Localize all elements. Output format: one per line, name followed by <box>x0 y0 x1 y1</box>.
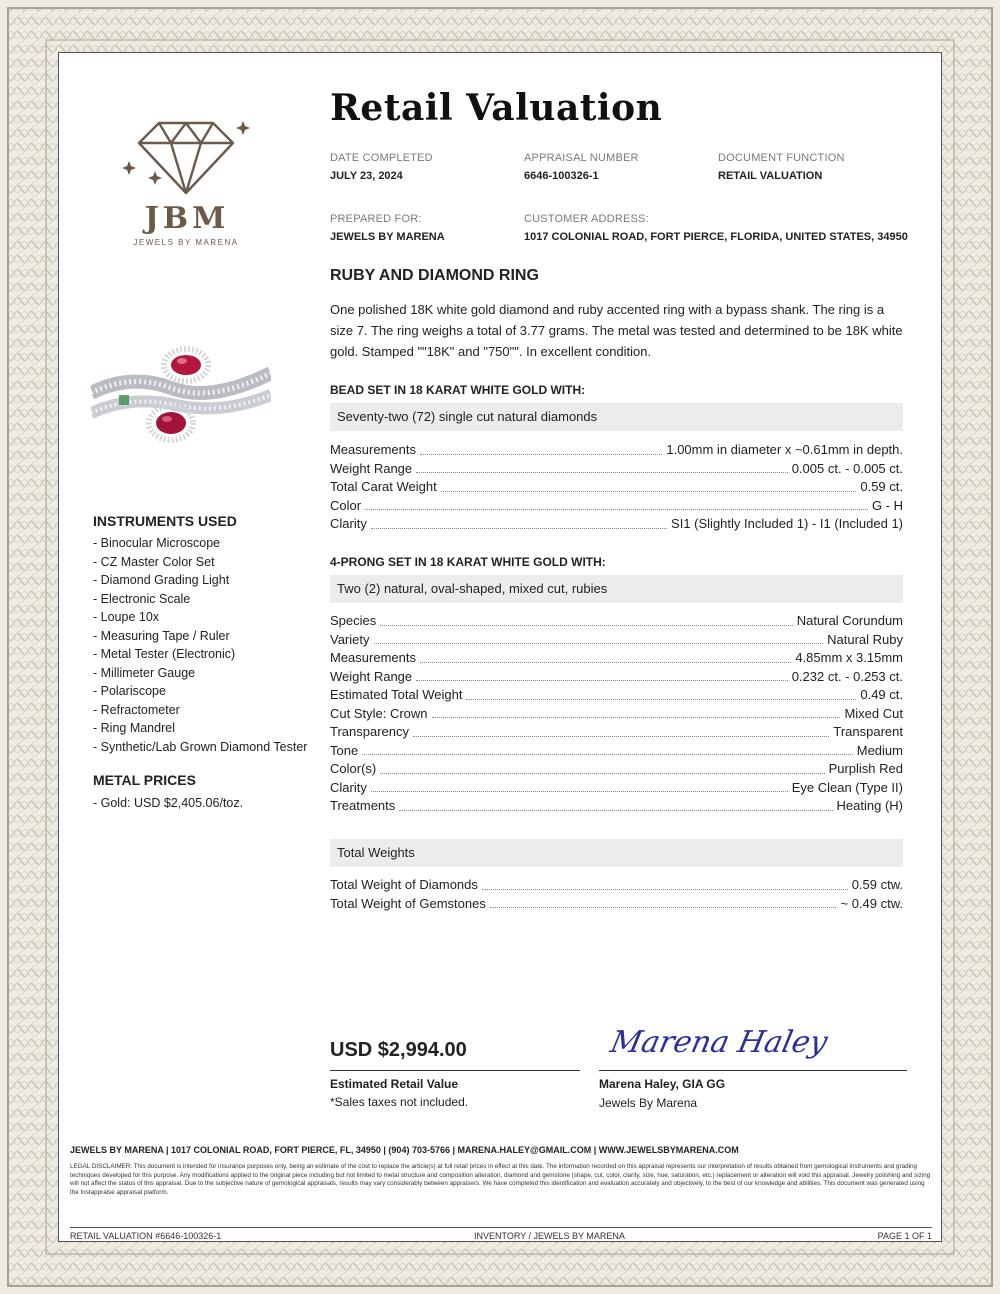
footer-bar <box>70 1227 932 1241</box>
table-row: Clarity SI1 (Slightly Included 1) - I1 (Included 1) <box>330 516 903 531</box>
list-item: - Measuring Tape / Ruler <box>93 628 230 643</box>
instruments-heading: INSTRUMENTS USED <box>93 513 237 529</box>
totals-table <box>330 876 903 913</box>
appraisal-number-value: 6646-100326-1 <box>524 170 599 182</box>
item-description: One polished 18K white gold diamond and ruby accented ring with a bypass shank. The ring is a size 7. The ring weighs a total of 3.77 grams. The metal was tested and determined to be 18K white gold. Stamped ""18K" and "750"". In excellent condition. <box>330 302 903 359</box>
table-row: Variety Natural Ruby <box>330 631 903 647</box>
totals-heading: Total Weights <box>330 839 903 867</box>
logo-mark: JBM <box>144 201 230 236</box>
instruments-list <box>93 534 307 756</box>
date-completed-label: DATE COMPLETED <box>330 152 433 164</box>
legal-disclaimer: LEGAL DISCLAIMER: This document is intended for insurance purposes only, being an estimate of the cost to replace the article(s) at full retail prices in effect at this date. The information recorded on this appraisal represents our interpretation of results obtained from gemological instruments and grading techniques developed for this purpose. Any modifications applied to the original piece including but not limited to metal structure and composition alteration, diamond and gemstone (shape, cut, color, clarity, size, hue, saturation, etc.) replacement or alteration will void this appraisal. Jewelry polishing and sizing will not affect the status of this appraisal. Due to the subjective nature of gemological appraisals, results may vary considerably between appraisers. We have completed this identification and evaluation accurately and objectively, to the best of our knowledge and abilities. This document was generated using the Instappraise appraisal platform. <box>70 1163 931 1196</box>
table-row: Tone Medium <box>330 742 903 758</box>
signature-rule <box>599 1070 907 1071</box>
document-function-value: RETAIL VALUATION <box>718 170 823 182</box>
list-item: - Metal Tester (Electronic) <box>93 647 236 661</box>
page-title: Retail Valuation <box>330 87 663 129</box>
footer-right: PAGE 1 OF 1 <box>877 1231 932 1241</box>
logo-tagline: JEWELS BY MARENA <box>133 238 239 247</box>
diamonds-table <box>330 441 903 534</box>
list-item: - CZ Master Color Set <box>93 554 215 569</box>
table-row: Transparency Transparent <box>330 724 903 739</box>
table-row: Total Weight of Gemstones ~ 0.49 ctw. <box>330 895 903 911</box>
footer-left: RETAIL VALUATION #6646-100326-1 <box>70 1231 222 1241</box>
table-row: Measurements 1.00mm in diameter x ~0.61mm in depth. <box>330 442 903 457</box>
list-item: - Synthetic/Lab Grown Diamond Tester <box>93 739 308 754</box>
appraiser-company: Jewels By Marena <box>599 1096 698 1110</box>
table-row: Measurements 4.85mm x 3.15mm <box>330 650 903 665</box>
table-row: Species Natural Corundum <box>330 613 903 628</box>
diamonds-heading: BEAD SET IN 18 KARAT WHITE GOLD WITH: <box>330 383 586 397</box>
list-item: - Binocular Microscope <box>93 536 221 550</box>
footer-contact: JEWELS BY MARENA | 1017 COLONIAL ROAD, FORT PIERCE, FL, 34950 | (904) 703-5766 | MARENA.HALEY@GMAIL.COM | WWW.JEWELSBYMARENA.COM <box>70 1145 739 1155</box>
metal-prices-list <box>93 794 243 813</box>
list-item: - Electronic Scale <box>93 591 191 606</box>
valuation-amount: USD $2,994.00 <box>330 1039 467 1061</box>
list-item: - Gold: USD $2,405.06/toz. <box>93 796 244 810</box>
valuation-label: Estimated Retail Value <box>330 1077 459 1091</box>
table-row: Cut Style: Crown Mixed Cut <box>330 705 903 721</box>
rubies-table <box>330 612 903 816</box>
table-row: Weight Range 0.232 ct. - 0.253 ct. <box>330 668 903 684</box>
table-row: Weight Range 0.005 ct. - 0.005 ct. <box>330 460 903 476</box>
document-function-label: DOCUMENT FUNCTION <box>718 152 845 164</box>
list-item: - Polariscope <box>93 684 166 698</box>
footer-center: INVENTORY / JEWELS BY MARENA <box>474 1231 625 1241</box>
certificate-page <box>58 52 942 1242</box>
appraisal-number-label: APPRAISAL NUMBER <box>524 152 639 164</box>
table-row: Estimated Total Weight 0.49 ct. <box>330 687 903 702</box>
customer-address-label: CUSTOMER ADDRESS: <box>524 213 649 225</box>
diamonds-summary: Seventy-two (72) single cut natural diamonds <box>330 403 903 431</box>
date-completed-value: JULY 23, 2024 <box>330 170 403 182</box>
prepared-for-value: JEWELS BY MARENA <box>330 231 445 243</box>
table-row: Total Carat Weight 0.59 ct. <box>330 479 903 494</box>
list-item: - Millimeter Gauge <box>93 665 196 680</box>
table-row: Clarity Eye Clean (Type II) <box>330 779 903 795</box>
list-item: - Loupe 10x <box>93 610 160 624</box>
list-item: - Ring Mandrel <box>93 721 175 735</box>
prepared-for-label: PREPARED FOR: <box>330 213 422 225</box>
ring-photo <box>91 333 271 453</box>
rubies-heading: 4-PRONG SET IN 18 KARAT WHITE GOLD WITH: <box>330 555 606 569</box>
appraiser-name: Marena Haley, GIA GG <box>599 1077 726 1091</box>
item-title: RUBY AND DIAMOND RING <box>330 267 539 284</box>
table-row: Total Weight of Diamonds 0.59 ctw. <box>330 877 903 892</box>
valuation-note: *Sales taxes not included. <box>330 1095 469 1109</box>
rubies-summary: Two (2) natural, oval-shaped, mixed cut, rubies <box>330 575 903 603</box>
table-row: Treatments Heating (H) <box>330 798 903 813</box>
table-row: Color G - H <box>330 497 903 513</box>
valuation-rule <box>330 1070 580 1071</box>
list-item: - Diamond Grading Light <box>93 573 230 587</box>
list-item: - Refractometer <box>93 702 180 717</box>
customer-address-value: 1017 COLONIAL ROAD, FORT PIERCE, FLORIDA, UNITED STATES, 34950 <box>524 231 908 243</box>
metal-prices-heading: METAL PRICES <box>93 772 196 788</box>
signature: Marena Haley <box>607 1025 831 1060</box>
table-row: Color(s) Purplish Red <box>330 761 903 776</box>
